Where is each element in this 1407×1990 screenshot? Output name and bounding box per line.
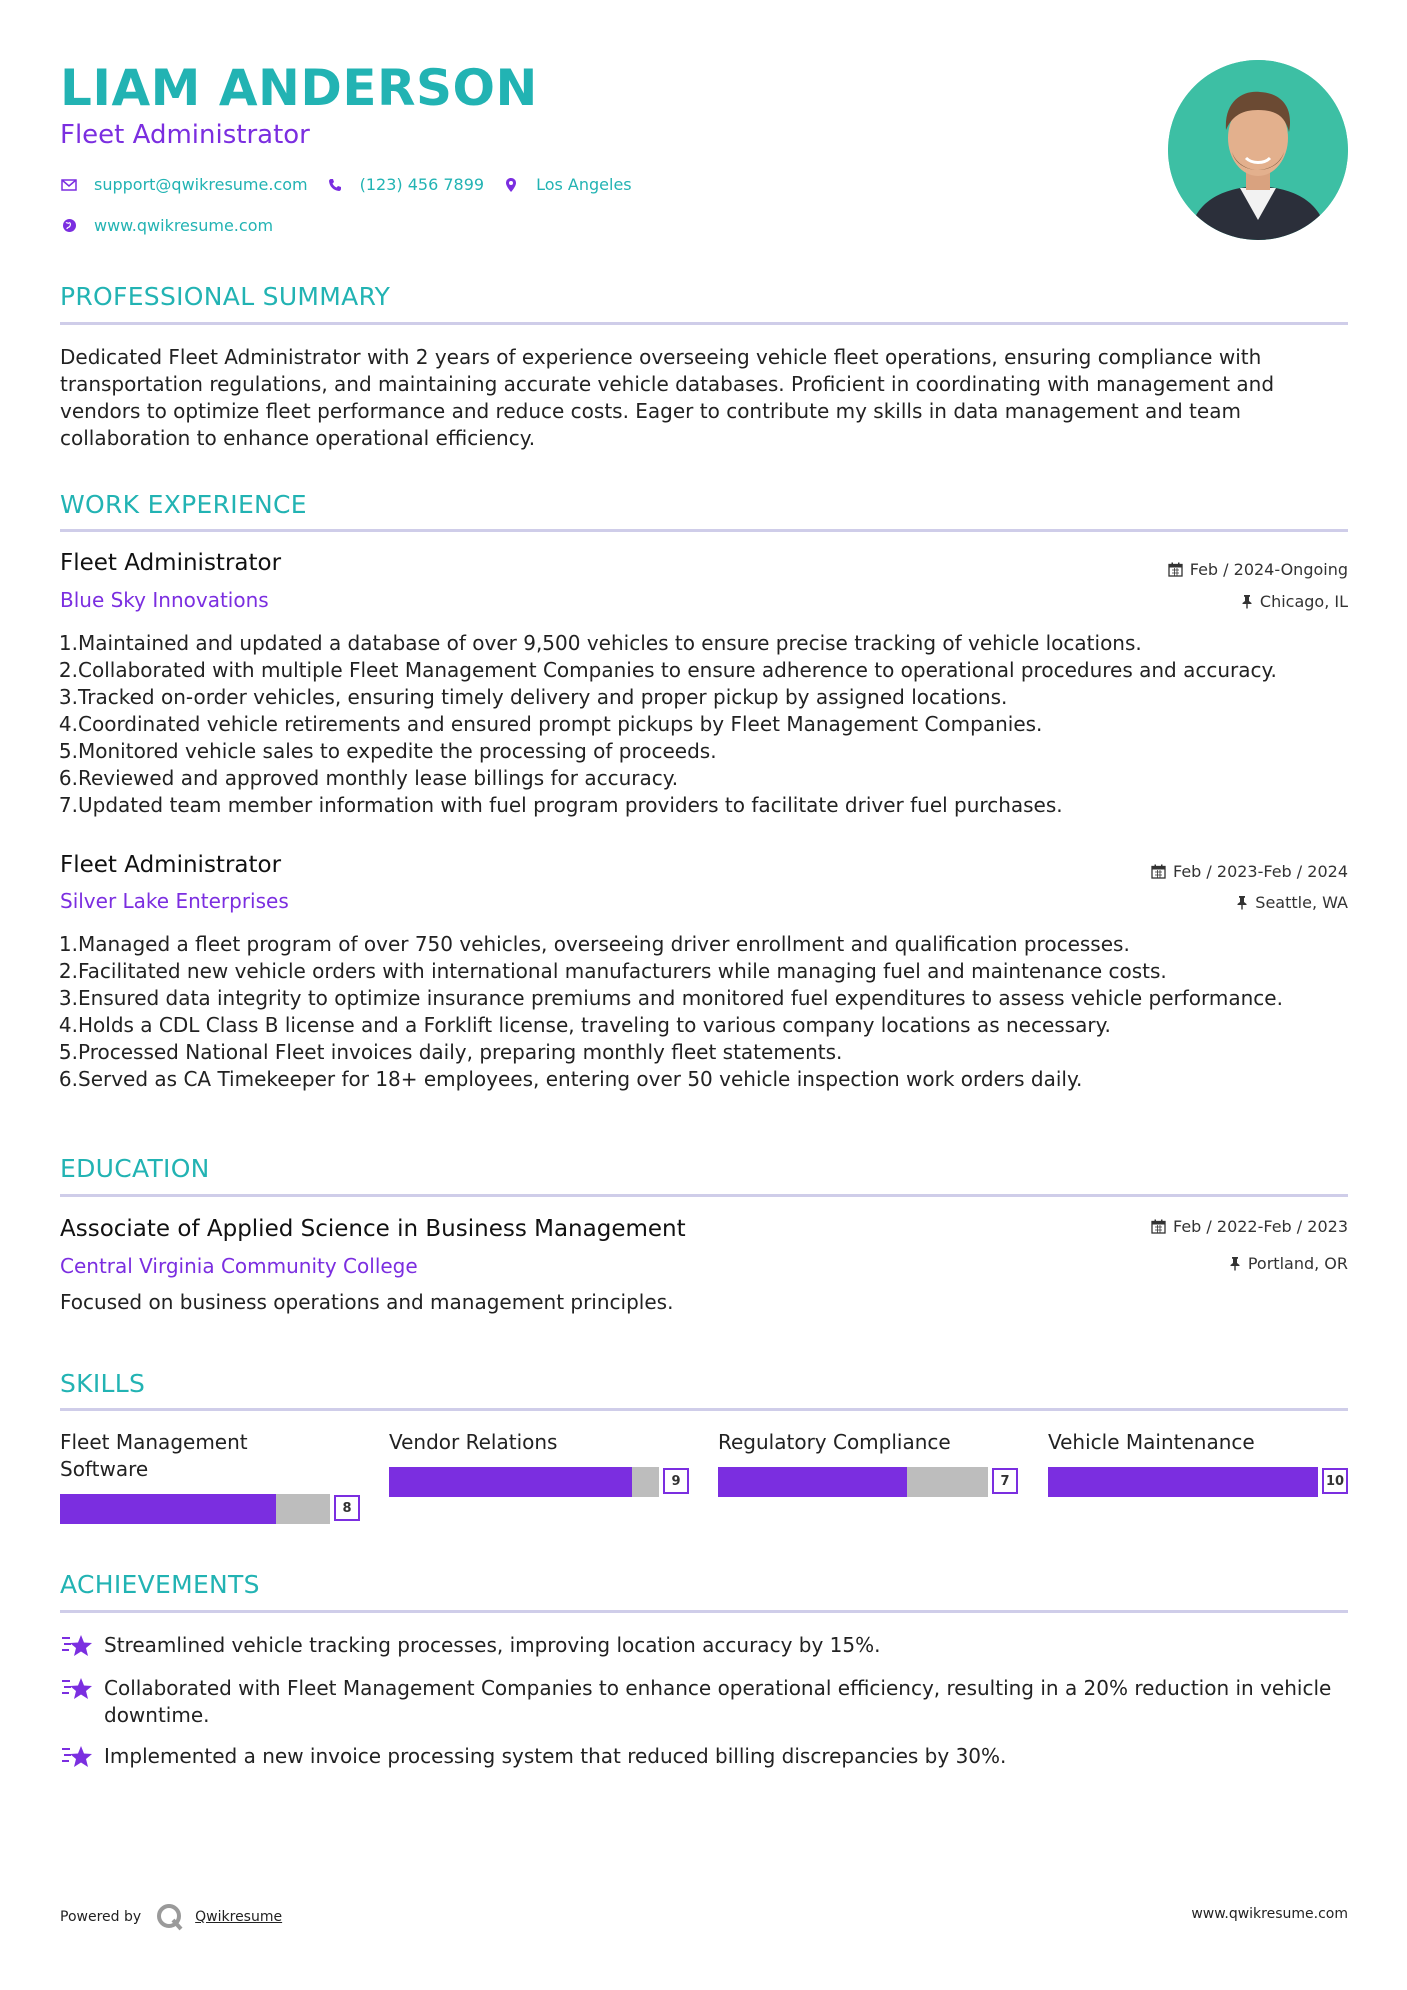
skill-bar [718, 1467, 1018, 1497]
email-link[interactable]: support@qwikresume.com [94, 175, 308, 194]
company-name: Blue Sky Innovations [60, 588, 269, 612]
job-bullet-item [52, 958, 1283, 985]
achievements-heading: ACHIEVEMENTS [60, 1570, 260, 1599]
location-text: Chicago, IL [1259, 592, 1348, 611]
skill-fill [60, 1494, 276, 1524]
skill-track [60, 1494, 330, 1524]
brand-link[interactable]: Qwikresume [195, 1909, 283, 1925]
section-divider [60, 1408, 1348, 1411]
achievement-item [60, 1743, 1350, 1771]
bullet-number: 7. [58, 793, 78, 817]
summary-text: Dedicated Fleet Administrator with 2 years of experience overseeing vehicle fleet operations, ensuring compliance with transportation regulations, and maintaining accurate vehicle databases. Proficient in coordinating with management and vendors to optimize fleet performance and reduce costs. Eager to contribute my skills in data management and team collaboration to enhance operational efficiency. [60, 345, 1275, 450]
location-text: Los Angeles [536, 175, 632, 194]
skill-name: Vehicle Maintenance [1048, 1430, 1255, 1454]
skill-name: Vendor Relations [389, 1430, 558, 1454]
skill-item [60, 1429, 360, 1525]
bullet-text: Holds a CDL Class B license and a Forklift license, traveling to various company locations as necessary. [78, 1013, 1111, 1037]
job-bullet-item [52, 684, 1277, 711]
skill-bar [60, 1494, 360, 1524]
calendar-icon [1151, 864, 1166, 879]
skills-heading: SKILLS [60, 1369, 146, 1398]
skill-item [389, 1429, 689, 1499]
skill-track [389, 1467, 659, 1497]
achievement-item [60, 1675, 1350, 1729]
job-bullet-item [52, 738, 1277, 765]
bullet-number: 1. [58, 631, 78, 655]
bullet-text: Facilitated new vehicle orders with international manufacturers while managing fuel and maintenance costs. [78, 959, 1167, 983]
dates-text: Feb / 2024-Ongoing [1189, 560, 1348, 579]
job-dates [1168, 560, 1348, 579]
job-bullet-item [52, 931, 1283, 958]
bullet-text: Coordinated vehicle retirements and ensured prompt pickups by Fleet Management Companies. [78, 712, 1043, 736]
bullet-number: 6. [58, 766, 78, 790]
candidate-title: Fleet Administrator [60, 120, 310, 150]
section-divider [60, 322, 1348, 325]
achievement-text: Implemented a new invoice processing system that reduced billing discrepancies by 30%. [104, 1744, 1007, 1768]
dates-text: Feb / 2022-Feb / 2023 [1173, 1217, 1348, 1236]
summary-heading: PROFESSIONAL SUMMARY [60, 282, 391, 311]
skill-level: 7 [992, 1468, 1018, 1494]
bullet-number: 4. [58, 1013, 78, 1037]
star-icon [60, 1675, 94, 1703]
job-bullet-item [52, 1012, 1283, 1039]
skill-name: Fleet Management Software [60, 1430, 248, 1481]
candidate-name: LIAM ANDERSON [60, 59, 538, 117]
skill-bar [1048, 1467, 1348, 1497]
skill-track [718, 1467, 988, 1497]
bullet-number: 1. [58, 932, 78, 956]
education-heading: EDUCATION [60, 1154, 210, 1183]
star-icon [60, 1632, 94, 1660]
bullet-number: 3. [58, 986, 78, 1010]
education-location [1229, 1254, 1348, 1273]
pushpin-icon [1236, 895, 1248, 910]
achievement-text: Streamlined vehicle tracking processes, improving location accuracy by 15%. [104, 1633, 881, 1657]
skill-name: Regulatory Compliance [718, 1430, 951, 1454]
job-bullet-item [52, 630, 1277, 657]
job-location [1236, 893, 1348, 912]
job-bullets [52, 630, 1277, 819]
job-dates [1151, 862, 1348, 881]
job-title: Fleet Administrator [60, 550, 282, 576]
bullet-number: 5. [58, 739, 78, 763]
education-dates [1151, 1217, 1348, 1236]
skill-bar [389, 1467, 689, 1497]
bullet-text: Collaborated with multiple Fleet Management Companies to ensure adherence to operational procedures and accuracy. [78, 658, 1277, 682]
skill-fill [1048, 1467, 1318, 1497]
powered-by-label: Powered by [60, 1909, 142, 1925]
bullet-number: 2. [58, 658, 78, 682]
bullet-number: 4. [58, 712, 78, 736]
skill-item [1048, 1429, 1348, 1499]
bullet-number: 3. [58, 685, 78, 709]
envelope-icon [60, 176, 78, 194]
skill-level: 10 [1322, 1468, 1348, 1494]
job-bullet-item [52, 765, 1277, 792]
job-bullet-item [52, 657, 1277, 684]
bullet-number: 6. [58, 1067, 78, 1091]
school-name: Central Virginia Community College [60, 1254, 418, 1278]
job-bullets [52, 931, 1283, 1093]
job-bullet-item [52, 1039, 1283, 1066]
contact-row-2 [60, 216, 273, 235]
skill-level: 8 [334, 1495, 360, 1521]
bullet-text: Reviewed and approved monthly lease billings for accuracy. [78, 766, 679, 790]
bullet-text: Served as CA Timekeeper for 18+ employees, entering over 50 vehicle inspection work orders daily. [78, 1067, 1083, 1091]
section-divider [60, 1610, 1348, 1613]
footer-url[interactable]: www.qwikresume.com [1191, 1906, 1348, 1922]
bullet-text: Ensured data integrity to optimize insurance premiums and monitored fuel expenditures to assess vehicle performance. [78, 986, 1283, 1010]
section-divider [60, 529, 1348, 532]
pushpin-icon [1229, 1256, 1241, 1271]
achievement-text: Collaborated with Fleet Management Companies to enhance operational efficiency, resulting in a 20% reduction in vehicle downtime. [104, 1676, 1332, 1727]
degree-title: Associate of Applied Science in Business Management [60, 1216, 686, 1242]
bullet-text: Monitored vehicle sales to expedite the processing of proceeds. [78, 739, 717, 763]
bullet-text: Updated team member information with fuel program providers to facilitate driver fuel purchases. [78, 793, 1063, 817]
globe-icon [60, 217, 78, 235]
calendar-icon [1151, 1219, 1166, 1234]
contact-row-1 [60, 175, 632, 194]
location-text: Seattle, WA [1255, 893, 1348, 912]
bullet-text: Maintained and updated a database of over 9,500 vehicles to ensure precise tracking of vehicle locations. [78, 631, 1142, 655]
experience-heading: WORK EXPERIENCE [60, 490, 307, 519]
calendar-icon [1168, 562, 1183, 577]
pushpin-icon [1241, 594, 1253, 609]
achievement-item [60, 1632, 1350, 1660]
job-bullet-item [52, 711, 1277, 738]
job-title: Fleet Administrator [60, 852, 282, 878]
job-bullet-item [52, 792, 1277, 819]
skill-level: 9 [663, 1468, 689, 1494]
education-description: Focused on business operations and management principles. [60, 1290, 674, 1314]
bullet-text: Managed a fleet program of over 750 vehicles, overseeing driver enrollment and qualification processes. [78, 932, 1130, 956]
map-pin-icon [502, 176, 520, 194]
job-location [1241, 592, 1348, 611]
company-name: Silver Lake Enterprises [60, 889, 289, 913]
dates-text: Feb / 2023-Feb / 2024 [1173, 862, 1348, 881]
bullet-text: Tracked on-order vehicles, ensuring timely delivery and proper pickup by assigned locations. [78, 685, 1008, 709]
phone-link[interactable]: (123) 456 7899 [359, 175, 485, 194]
job-bullet-item [52, 1066, 1283, 1093]
qwikresume-logo-icon [155, 1902, 185, 1932]
job-bullet-item [52, 985, 1283, 1012]
skill-fill [718, 1467, 907, 1497]
website-link[interactable]: www.qwikresume.com [94, 216, 274, 235]
bullet-number: 2. [58, 959, 78, 983]
skill-item [718, 1429, 1018, 1499]
bullet-text: Processed National Fleet invoices daily, preparing monthly fleet statements. [78, 1040, 843, 1064]
star-icon [60, 1743, 94, 1771]
skill-fill [389, 1467, 632, 1497]
location-text: Portland, OR [1247, 1254, 1348, 1273]
profile-photo [1168, 60, 1348, 240]
phone-icon [326, 176, 344, 194]
section-divider [60, 1194, 1348, 1197]
skill-track [1048, 1467, 1318, 1497]
bullet-number: 5. [58, 1040, 78, 1064]
footer-powered-by [60, 1902, 282, 1932]
